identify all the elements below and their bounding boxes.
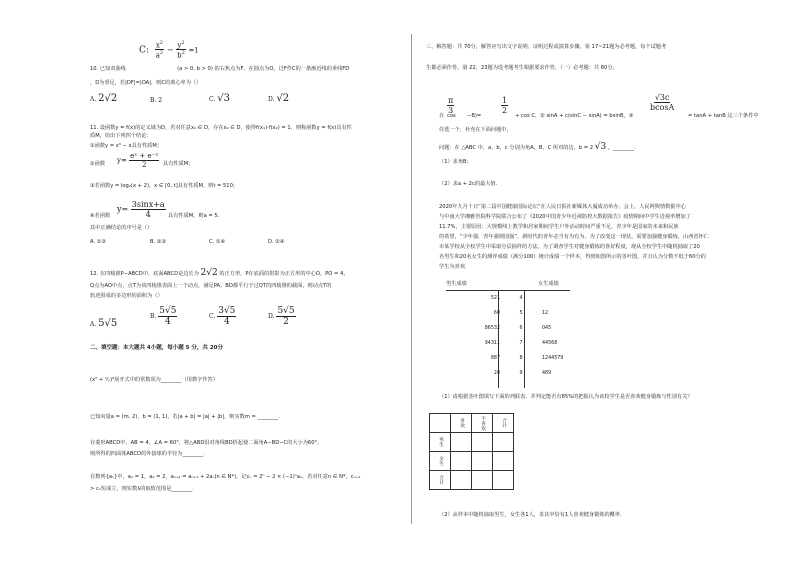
contingency-row [430, 452, 514, 471]
q11-option-b: B. ②③ [150, 239, 167, 245]
q12-line2: Q点为AO中点，点T为该四棱锥表面上一个动点，满足PA，BD都平行于过QT的四棱锥的截面，则动点T的 [90, 283, 332, 289]
section3-line2: 生都必须作答，第 22，23题为选考题考生根据要求作答，（一）必考题：共 60分。 [426, 65, 618, 71]
contingency-table [429, 413, 514, 490]
stem-leaf-male: 94311 [484, 341, 500, 346]
stem-row [446, 336, 570, 351]
q18-part2: （2）从样本中随机抽取男生，女生各1人，求其中恰有1人喜欢健身锻炼的概率. [439, 512, 622, 518]
contingency-header-cell: 喜欢 [451, 414, 472, 433]
stem-leaf-female: 1244579 [542, 356, 564, 361]
contingency-blank-cell [472, 433, 493, 452]
contingency-header-cell: 不喜欢 [472, 414, 493, 433]
q12-option-d: D. $\frac{5√5}{2}$ [268, 306, 295, 327]
q17-part2: （2）求a + 2c的最大值. [439, 181, 498, 187]
q11-option-a: A. ①③ [90, 239, 107, 245]
q11-option-d: D. ②④ [268, 239, 285, 245]
contingency-row-label: 女生 [430, 452, 451, 471]
q10-line1: 10. 已知双曲线 (a > 0, b > 0) 的右焦点为F，在圆点为O，过F作C的一条渐近线的垂线FD [90, 66, 350, 72]
q18-line3: 11.7%，主要原因：大规模线上教学和居家期间学生户外活动时间严重不足，青少年是国家的未来和民族 [439, 224, 679, 230]
q12-line1: 12. 在四棱锥P−ABCD中，底面ABCD是边长为 2√2 的正方形，P在底面的射影为正方形的中心O，PO = 4， [90, 268, 349, 278]
stem-value: 5 [519, 311, 523, 316]
q18-line1: 2020年九月十日“第二届中国健康国际论坛”在人民日报社新媒体大厦成功举办，会上，人民网舆情数据中心 [439, 204, 686, 210]
q11-option-c: C. ①④ [209, 239, 226, 245]
fill-q16-line1: 在数列{aₙ}中，a₁ = 1，a₂ = 2，aₙ₊₂ = aₙ₊₁ + 2aₙ(n ∈ N*)，记cₙ = 2ⁿ − 2 × (−1)ⁿaₙ，若对任意n ∈ N*，cₙ₊₁ [90, 474, 361, 480]
q10-conic-label: C [139, 45, 146, 56]
q10-hyperbola-equation: C: $\frac{x^2}{a^2}$ − $\frac{y^2}{b^2}$ =1 [139, 40, 199, 60]
stem-leaf-female: 44568 [542, 341, 558, 346]
fill-q16-line2: > cₙ恒成立，则实数λ的取值范围是________. [90, 486, 194, 492]
stem-leaf-male: 521 [490, 296, 500, 301]
q12-line3: 轨迹围成的多边形的面积为（） [90, 293, 163, 299]
contingency-header-row [430, 414, 514, 433]
contingency-blank-cell [472, 452, 493, 471]
q10-option-d: D. √2 [268, 93, 290, 104]
stem-value: 7 [519, 341, 523, 346]
q17-condition-1: $\frac{\pi}{3}$ [448, 96, 454, 115]
stem-value: 8 [519, 356, 523, 361]
q10-option-a: A. 2√2 [90, 93, 118, 104]
contingency-row [430, 471, 514, 490]
q12-option-b: B. $\frac{5√5}{4}$ [150, 306, 177, 327]
stem-row [446, 291, 570, 306]
stem-value: 6 [519, 326, 523, 331]
contingency-row-label: 男生 [430, 433, 451, 452]
stem-row [446, 366, 570, 381]
stem-leaf-male: 20 [493, 371, 500, 376]
stem-leaf-female: 12 [542, 311, 549, 316]
contingency-row [430, 433, 514, 452]
q11-item-2-formula: y= $\frac{\text{eˣ + e⁻ˣ}}{2}$ [117, 152, 159, 169]
stem-value: 4 [519, 296, 523, 301]
q11-line1: 11. 设函数y = f(x)的定义域为D，若对任意x₁ ∈ D，存在x₂ ∈ D，使得f(x₁)·f(x₂) = 1，则称函数y = f(x)具有性 [90, 125, 352, 131]
q18-line6: 名男生和20名女生的测评成绩（满分100）统计成绩一个样本，得到如图所示的茎叶图，并且认为分数不低于60分的 [439, 254, 706, 260]
q17-tail: = tanA + tanB 这三个条件中 [688, 113, 759, 119]
q18-line5: 市某学校从全校学生中采取分层抽样的方法，为了调查学生对健身锻炼的喜好程度，现从全校学生中随机抽取了20 [439, 244, 700, 250]
q18-line7: 学生为喜欢. [439, 264, 467, 270]
q18-line2: 与中南大学湘雅医院科学院联合公布了《2020中国青少年近视防控大数据报告》疫情期间中学生近视率增加了 [439, 214, 691, 220]
stem-leaf-male: 60 [493, 311, 500, 316]
q11-line2: 质M，给出下列四个结论： [90, 133, 152, 139]
contingency-blank-cell [451, 452, 472, 471]
q17-part1: （1）求角B； [439, 159, 472, 165]
q12-option-a: A. 5√5 [90, 318, 118, 329]
contingency-header-cell [430, 414, 451, 433]
section3-line1: 三、解答题：共 70分，解答应写出文字说明、证明过程或演算步骤，第 17~21题为必考题，每个试题考 [426, 44, 667, 50]
q11-item-3: ③若函数y = log₂(x + 2)，x ∈ [0, t]具有性质M，则t = 510； [90, 183, 239, 189]
stem-leaf-female: 489 [542, 371, 552, 376]
q17-line2: 任选一个，补充在下面问题中， [439, 127, 512, 133]
stem-header-male: 男生成绩 [446, 281, 467, 287]
contingency-row-label: 合计 [430, 471, 451, 490]
q17-condition-3: $\frac{√3c}{bcosA}$ [650, 93, 675, 112]
stem-row [446, 351, 570, 366]
stem-header-female: 女生成绩 [538, 281, 559, 287]
stem-row [446, 321, 570, 336]
q11-item-2: ②函数 [90, 161, 106, 167]
q10-x-term: $\frac{x^2}{a^2}$ [155, 40, 164, 60]
q10-line2: ，D为垂足，若|DF|=|OA|，则C的离心率为（） [90, 80, 202, 86]
q10-y-term: $\frac{y^2}{b^2}$ [177, 40, 185, 60]
q10-option-b: B. 2 [150, 97, 163, 104]
stem-leaf-male: 86532 [484, 326, 500, 331]
q11-item-4-tail: 具有性质M，则a = 5. [168, 213, 220, 219]
stem-row [446, 306, 570, 321]
fill-q15-line2: 则所得的四面体ABCD的外接球的半径为________. [90, 451, 205, 457]
stem-leaf-female [536, 291, 570, 306]
stem-leaf-plot [446, 291, 570, 381]
contingency-blank-cell [451, 433, 472, 452]
column-divider [411, 34, 412, 524]
q10-option-c: C. √3 [209, 93, 230, 104]
q17-pre: 在 [439, 113, 445, 119]
q11-item-2-tail: 具有性质M； [163, 161, 194, 167]
fill-q13: (x² + ¹⁄ₓ)⁶展开式中的常数项为________（用数字作答） [90, 377, 218, 383]
contingency-blank-cell [451, 471, 472, 490]
q17-cond1-tail: −B)= [467, 113, 482, 119]
q11-question: 其中正确结论的序号是（） [90, 225, 153, 231]
q11-item-1: ①函数y = x³ − x具有性质M； [90, 143, 163, 149]
section2-title: 二、填空题：本大题共 4小题，每小题 5 分，共 20分 [90, 345, 223, 351]
stem-leaf-female: 045 [542, 326, 552, 331]
contingency-blank-cell [493, 433, 514, 452]
contingency-header-cell: 合计 [493, 414, 514, 433]
contingency-blank-cell [493, 471, 514, 490]
q17-problem: 问题：在 △ABC 中，a，b，c 分别为角A，B，C 所对的边，b = 2 √3 ，________. [439, 142, 636, 152]
q12-option-c: C. $\frac{3√5}{4}$ [209, 306, 236, 327]
q18-line4: 的希望，“少年强，青年强则国强”，新时代的青年必当有为有为，为了改变这一现状，需要加强健身锻炼，山西省怀仁 [439, 234, 709, 240]
stem-leaf-male: 887 [490, 356, 500, 361]
q11-item-4-formula: y= $\frac{3\sin x+a}{4}$ [117, 200, 165, 219]
fill-q15-line1: 在菱形ABCD中，AB = 4，∠A = 60°，将△ABD沿对角线BD折起使二面角A−BD−C的大小为60°， [90, 440, 323, 446]
q18-part1: （1）请根据茎叶图填写下面的列联表，并判定能否有85%的把握认为该校学生是否喜欢健身锻炼与性别有关？ [439, 394, 693, 400]
q17-cond2: + cos C，② sinA + c(sinC − sinA) = bsinB，③ [515, 113, 634, 119]
stem-value: 9 [519, 371, 523, 376]
contingency-blank-cell [493, 452, 514, 471]
fill-q14: 已知向量a = (m, 2)，b = (1, 1)，若|a + b| = |a| + |b|，则实数m = ________. [90, 414, 280, 420]
q11-item-4: ④若函数 [90, 213, 111, 219]
q17-half: $\frac{1}{2}$ [502, 96, 508, 115]
q17-cos-label: cos [447, 113, 456, 119]
contingency-blank-cell [472, 471, 493, 490]
